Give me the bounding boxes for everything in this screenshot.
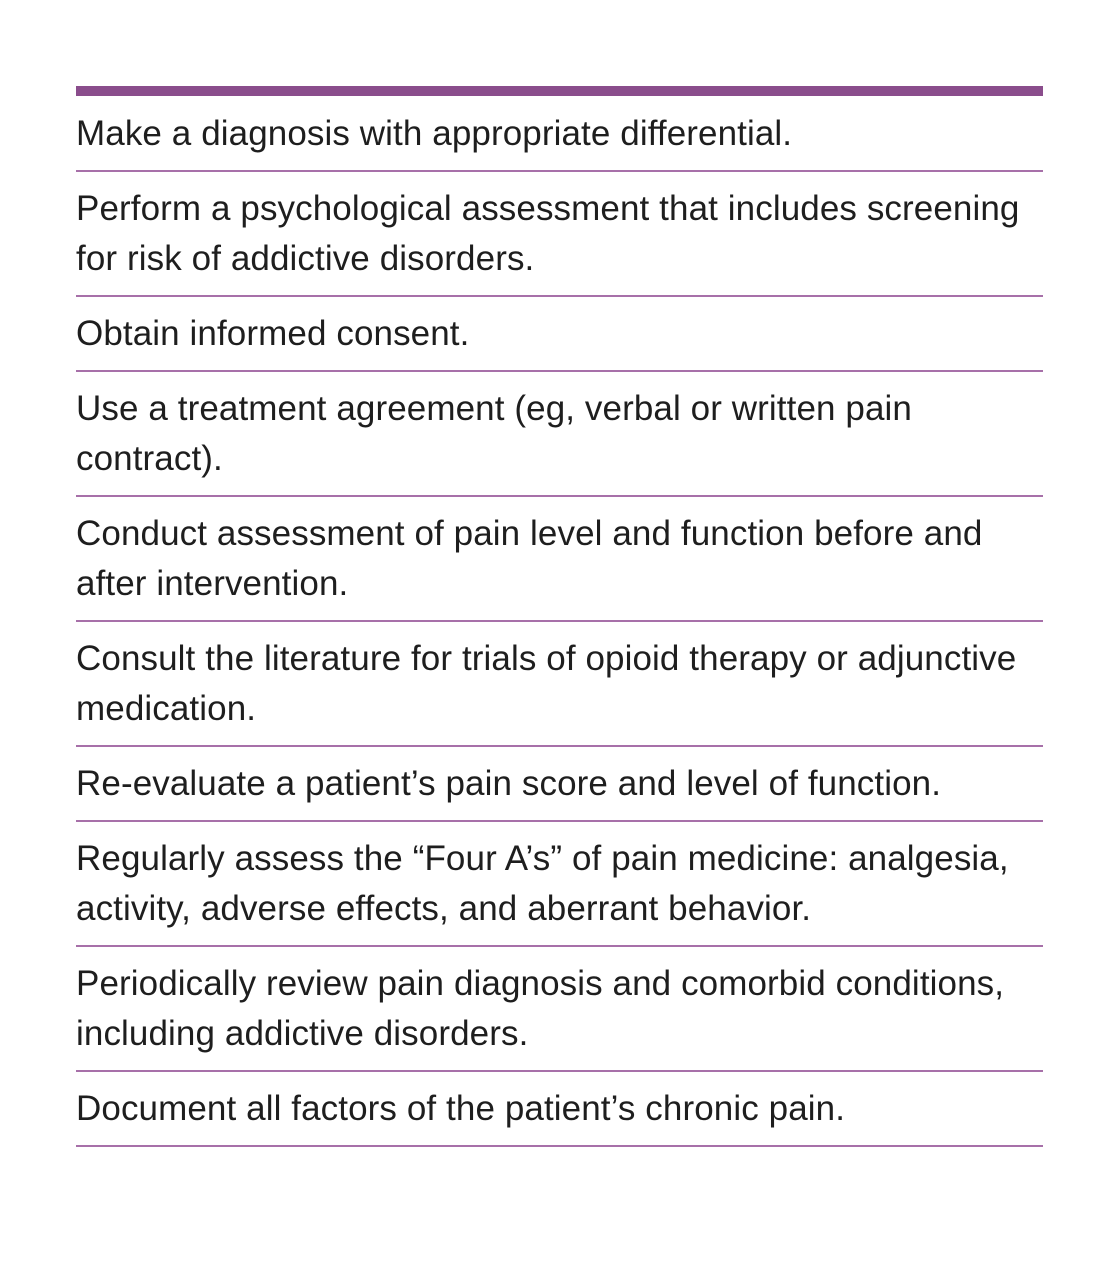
- table-row: Conduct assessment of pain level and function before and after intervention.: [76, 497, 1043, 622]
- table-row: Regularly assess the “Four A’s” of pain medicine: analgesia, activity, adverse effects, and aberrant behavior.: [76, 822, 1043, 947]
- table-row: Re-evaluate a patient’s pain score and level of function.: [76, 747, 1043, 822]
- table-row: Consult the literature for trials of opioid therapy or adjunctive medication.: [76, 622, 1043, 747]
- table-row: Perform a psychological assessment that includes screening for risk of addictive disorders.: [76, 172, 1043, 297]
- guideline-table: [76, 86, 1043, 1147]
- table-top-rule: [76, 86, 1043, 96]
- table-row: Make a diagnosis with appropriate differential.: [76, 96, 1043, 172]
- table-row: Use a treatment agreement (eg, verbal or written pain contract).: [76, 372, 1043, 497]
- table-row: Obtain informed consent.: [76, 297, 1043, 372]
- table-row: Document all factors of the patient’s chronic pain.: [76, 1072, 1043, 1147]
- table-row: Periodically review pain diagnosis and comorbid conditions, including addictive disorders.: [76, 947, 1043, 1072]
